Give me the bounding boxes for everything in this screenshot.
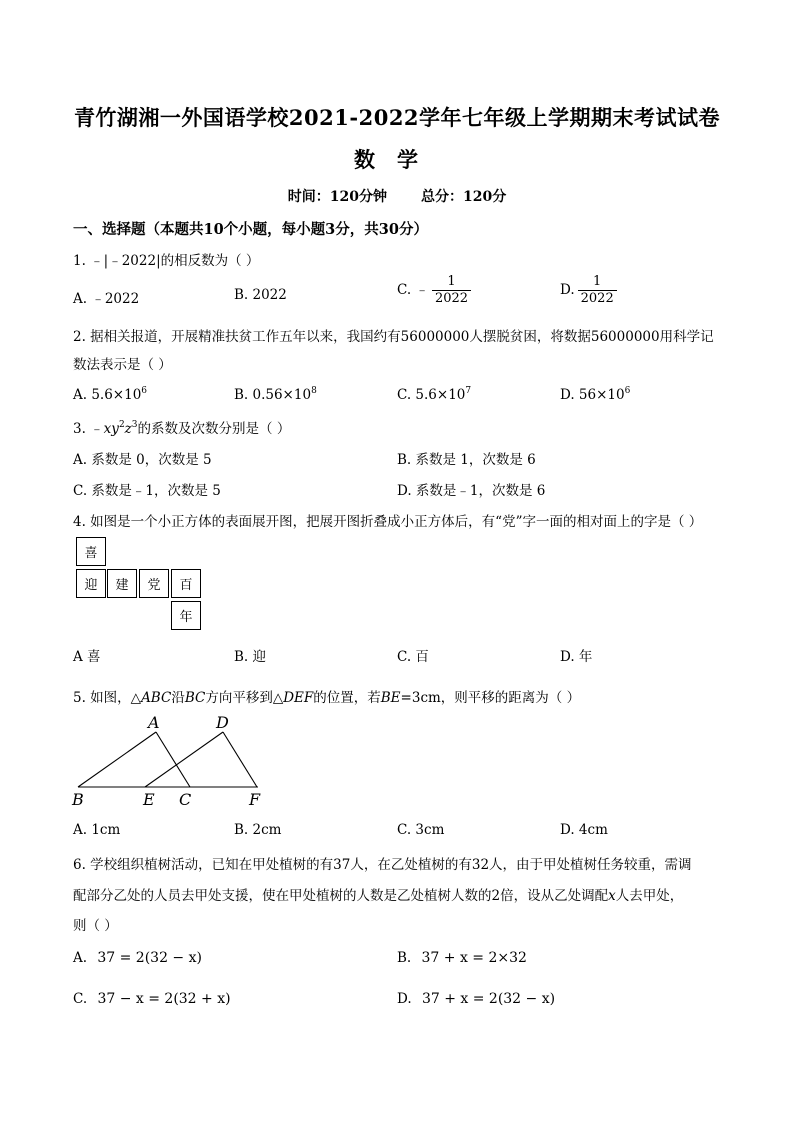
q6-option-a — [73, 950, 202, 966]
q3-option-a: A. 系数是 0，次数是 5 — [73, 452, 212, 468]
q2-c-base: C. 5.6×10 — [397, 387, 466, 403]
q2-line1: 2. 据相关报道，开展精准扶贫工作五年以来，我国约有56000000人摆脱贫困，将数据56000000用科学记 — [73, 329, 714, 345]
q2-option-a — [73, 386, 147, 403]
q6-line3: 则（ ） — [73, 918, 118, 934]
q6-b-label: B. — [397, 950, 412, 966]
frac-numerator: 1 — [447, 274, 456, 289]
exam-score: 总分：120分 — [421, 189, 507, 205]
q3-num: 3. ﹣ — [73, 421, 104, 437]
q5-be: BE — [380, 690, 401, 706]
q3-option-d: D. 系数是﹣1，次数是 6 — [397, 483, 546, 499]
q1-option-d — [560, 274, 617, 307]
q3-exp-z: 3 — [131, 420, 138, 430]
q1-option-d-fraction — [578, 274, 617, 307]
q6-d-equation: 37 + x = 2(32 − x) — [421, 991, 556, 1007]
q2-d-exp: 6 — [624, 386, 631, 396]
q5-p5: =3cm，则平移的距离为（ ） — [400, 690, 581, 706]
q3-var-y: y — [111, 421, 119, 437]
net-cell-bai: 百 — [171, 569, 201, 598]
q5-p4: 的位置，若 — [313, 690, 381, 706]
q2-c-exp: 7 — [465, 386, 472, 396]
net-cell-jian: 建 — [107, 569, 137, 598]
q2-option-c — [397, 386, 471, 403]
q4-option-b: B. 迎 — [234, 649, 267, 665]
q4-option-c: C. 百 — [397, 649, 429, 665]
section-title: 一、选择题（本题共10个小题，每小题3分，共30分） — [73, 221, 428, 238]
frac-denominator: 2022 — [578, 290, 617, 307]
translation-triangles-figure — [68, 712, 278, 812]
q2-option-d — [560, 386, 630, 403]
q1-stem: 1. ﹣|﹣2022|的相反数为（ ） — [73, 253, 260, 269]
label-b: B — [72, 790, 84, 809]
q5-p1: 5. 如图，△ — [73, 690, 142, 706]
q6-c-label: C. — [73, 991, 88, 1007]
q6-option-d — [397, 991, 555, 1007]
q2-a-base: A. 5.6×10 — [73, 387, 142, 403]
q1-option-c-fraction — [432, 274, 471, 307]
label-e: E — [143, 790, 155, 809]
q5-p3: 方向平移到△ — [205, 690, 284, 706]
label-c: C — [179, 790, 192, 809]
q1-option-d-prefix: D. — [560, 282, 575, 298]
q3-tail: 的系数及次数分别是（ ） — [137, 421, 291, 437]
q2-a-exp: 6 — [141, 386, 148, 396]
q4-stem: 4. 如图是一个小正方体的表面展开图，把展开图折叠成小正方体后，有“党”字一面的相对面上的字是（ ） — [73, 514, 703, 530]
segment-df — [223, 732, 257, 787]
q5-abc: ABC — [141, 690, 172, 706]
q5-bc: BC — [184, 690, 206, 706]
net-cell-dang: 党 — [139, 569, 169, 598]
q5-stem — [73, 686, 580, 706]
subject-text: 数学 — [354, 147, 440, 172]
label-f: F — [249, 790, 261, 809]
q6-a-label: A. — [73, 950, 88, 966]
segment-ba — [78, 732, 156, 787]
q6-line2b: 人去甲处， — [615, 888, 684, 904]
q4-option-a: A 喜 — [73, 649, 101, 665]
q6-a-equation: 37 = 2(32 − x) — [97, 950, 202, 966]
q5-option-d: D. 4cm — [560, 822, 608, 838]
q6-option-b — [397, 950, 527, 966]
q4-option-d: D. 年 — [560, 649, 593, 665]
q2-d-base: D. 56×10 — [560, 387, 625, 403]
q3-exp-y: 2 — [118, 420, 125, 430]
q5-option-b: B. 2cm — [234, 822, 282, 838]
q6-option-c — [73, 991, 231, 1007]
q6-c-equation: 37 − x = 2(32 + x) — [97, 991, 231, 1007]
q5-option-c: C. 3cm — [397, 822, 445, 838]
q3-var-z: z — [124, 421, 132, 437]
exam-meta — [0, 186, 794, 206]
q1-option-b: B. 2022 — [234, 287, 287, 303]
exam-title: 青竹湖湘一外国语学校2021-2022学年七年级上学期期末考试试卷 — [73, 105, 721, 130]
segment-ed — [145, 732, 223, 787]
q5-option-a: A. 1cm — [73, 822, 121, 838]
q2-line2: 数法表示是（ ） — [73, 357, 172, 373]
net-cell-ying: 迎 — [76, 569, 106, 598]
q1-option-c — [397, 274, 471, 307]
q1-option-c-prefix: C. ﹣ — [397, 282, 429, 298]
exam-time: 时间：120分钟 — [287, 189, 387, 205]
q3-option-c: C. 系数是﹣1，次数是 5 — [73, 483, 221, 499]
q2-b-exp: 8 — [311, 386, 317, 396]
q1-option-a: A. ﹣2022 — [73, 291, 140, 307]
q2-b-base: B. 0.56×10 — [234, 387, 312, 403]
q2-option-b — [234, 386, 317, 403]
q6-b-equation: 37 + x = 2×32 — [421, 950, 527, 966]
label-a: A — [148, 713, 160, 732]
q6-line2 — [73, 884, 683, 904]
net-cell-nian: 年 — [171, 601, 201, 630]
q6-line1: 6. 学校组织植树活动，已知在甲处植树的有37人，在乙处植树的有32人，由于甲处植树任务较重，需调 — [73, 857, 692, 873]
label-d: D — [216, 713, 229, 732]
subject-title — [0, 144, 794, 174]
q5-p2: 沿 — [171, 690, 185, 706]
q5-def: DEF — [283, 690, 314, 706]
q6-line2a: 配部分乙处的人员去甲处支援，使在甲处植树的人数是乙处植树人数的2倍，设从乙处调配 — [73, 888, 609, 904]
frac-denominator: 2022 — [432, 290, 471, 307]
q3-var-x: x — [103, 421, 112, 437]
net-cell-xi: 喜 — [76, 537, 106, 566]
q3-stem — [73, 417, 290, 437]
q6-d-label: D. — [397, 991, 412, 1007]
q3-option-b: B. 系数是 1，次数是 6 — [397, 452, 536, 468]
q6-var-x: x — [608, 888, 616, 904]
frac-numerator: 1 — [593, 274, 602, 289]
